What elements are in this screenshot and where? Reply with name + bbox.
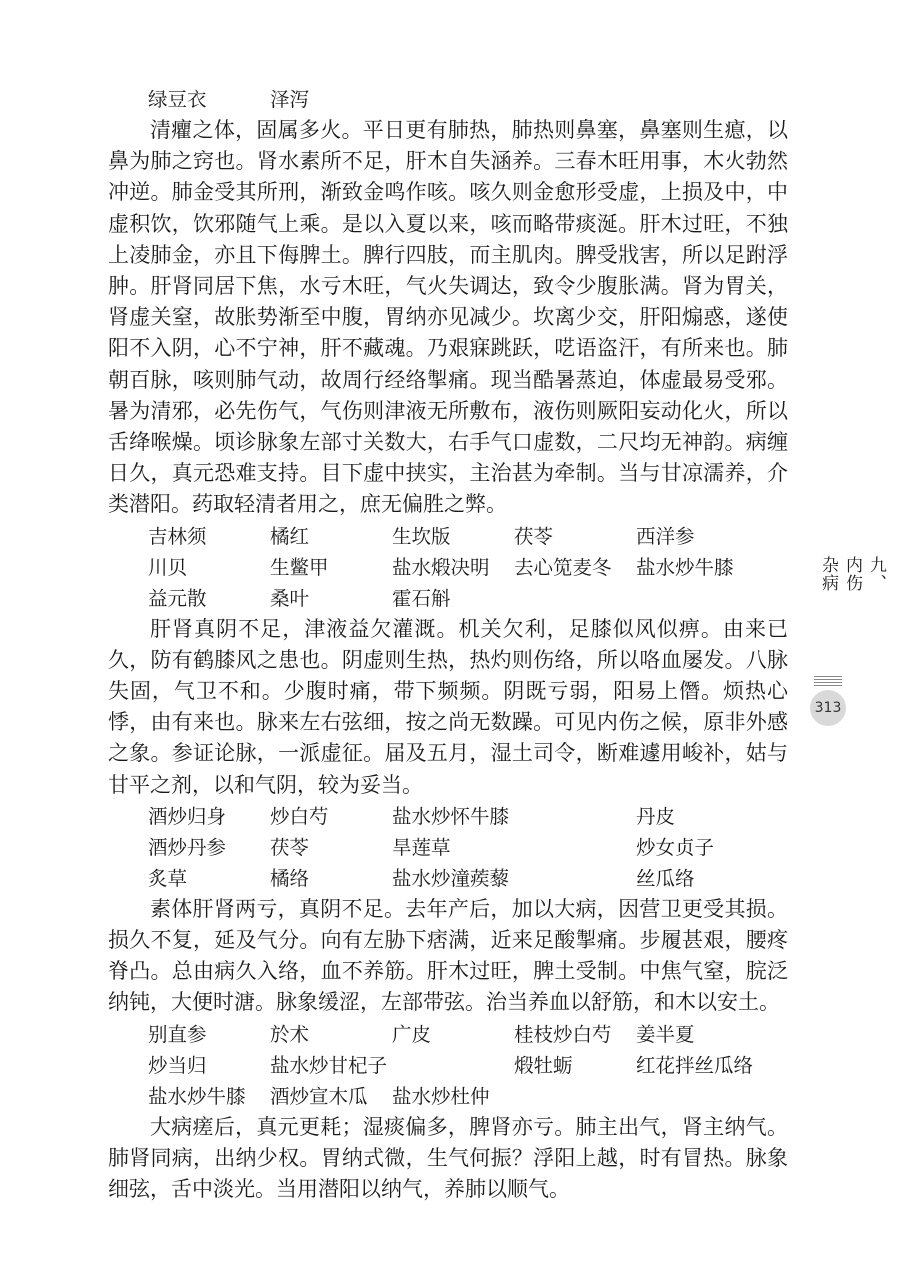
herb-item: 霍石斛 — [392, 586, 451, 610]
divider — [814, 676, 842, 688]
herb-item: 姜半夏 — [636, 1022, 695, 1046]
herb-item: 红花拌丝瓜络 — [636, 1053, 754, 1077]
herb-item: 橘红 — [270, 524, 310, 548]
herb-item: 酒炒归身 — [148, 804, 227, 828]
herb-item: 桑叶 — [270, 586, 310, 610]
herb-item: 别直参 — [148, 1022, 207, 1046]
herb-item: 盐水炒怀牛膝 — [392, 804, 510, 828]
herb-item: 广皮 — [392, 1022, 432, 1046]
herb-row — [108, 84, 788, 115]
herb-item: 川贝 — [148, 555, 188, 579]
herb-item: 煅牡蛎 — [514, 1053, 573, 1077]
herb-item: 酒炒宣木瓜 — [270, 1084, 368, 1108]
page-content — [108, 84, 788, 1205]
herb-item: 茯苓 — [514, 524, 554, 548]
herb-item: 炒白芍 — [270, 804, 329, 828]
herb-item: 盐水炒潼蒺藜 — [392, 866, 510, 890]
herb-item: 於术 — [270, 1022, 310, 1046]
herb-row — [108, 583, 788, 614]
herb-item: 益元散 — [148, 586, 207, 610]
case-paragraph: 大病瘥后，真元更耗；湿痰偏多，脾肾亦亏。肺主出气，肾主纳气。肺肾同病，出纳少权。胃纳式微，生气何振？浮阳上越，时有冒热。脉象细弦，舌中淡光。当用潜阳以纳气，养肺以顺气。 — [108, 1114, 788, 1202]
page-number-badge: 313 — [810, 690, 846, 726]
herb-item: 橘络 — [270, 866, 310, 890]
herb-row — [108, 552, 788, 583]
herb-item: 西洋参 — [636, 524, 695, 548]
case-paragraph: 清癯之体，固属多火。平日更有肺热，肺热则鼻塞，鼻塞则生瘜，以鼻为肺之窍也。肾水素所不足，肝木自失涵养。三春木旺用事，木火勃然冲逆。肺金受其所刑，渐致金鸣作咳。咳久则金愈形受虚，上损及中，中虚积饮，饮邪随气上乘。是以入夏以来，咳而略带痰涎。肝木过旺，不独上凌肺金，亦且下侮脾土。脾行四肢，而主肌肉。脾受戕害，所以足跗浮肿。肝肾同居下焦，水亏木旺，气火失调达，致令少腹胀满。肾为胃关，肾虚关窒，故胀势渐至中腹，胃纳亦见减少。坎离少交，肝阳煽惑，遂使阳不入阴，心不宁神，肝不藏魂。乃艰寐跳跃，呓语盗汗，有所来也。肺朝百脉，咳则肺气动，故周行经络掣痛。现当酷暑蒸迫，体虚最易受邪。暑为清邪，必先伤气，气伤则津液无所敷布，液伤则厥阳妄动化火，所以舌绛喉燥。顷诊脉象左部寸关数大，右手气口虚数，二尺均无神韵。病缠日久，真元恐难支持。目下虚中挟实，主治甚为牵制。当与甘凉濡养，介类潜阳。药取轻清者用之，庶无偏胜之弊。 — [108, 118, 788, 517]
case-paragraph: 素体肝肾两亏，真阴不足。去年产后，加以大病，因营卫更受其损。损久不复，延及气分。向有左胁下痞满，近来足酸掣痛。步履甚艰，腰疼脊凸。总由病久入络，血不养筋。肝木过旺，脾土受制。中焦气窒，脘泛纳钝，大便时溏。脉象缓涩，左部带弦。治当养血以舒筋，和木以安土。 — [108, 896, 788, 1015]
herb-item: 泽泻 — [270, 88, 310, 111]
herb-item: 盐水煅决明 — [392, 555, 490, 579]
section-title: 九、内伤杂病 — [818, 556, 886, 592]
herb-row — [108, 801, 788, 832]
herb-item: 绿豆衣 — [148, 88, 207, 111]
herb-row — [108, 863, 788, 894]
case-paragraph: 肝肾真阴不足，津液益欠灌溉。机关欠利，足膝似风似痹。由来已久，防有鹤膝风之患也。阴虚则生热，热灼则伤络，所以咯血屡发。八脉失固，气卫不和。少腹时痛，带下频频。阴既亏弱，阳易上僭。烦热心悸，由有来也。脉来左右弦细，按之尚无数躁。可见内伤之候，原非外感之象。参证论脉，一派虚征。届及五月，湿土司令，断难遽用峻补，姑与甘平之剂，以和气阴，较为妥当。 — [108, 616, 788, 797]
herb-item: 炒女贞子 — [636, 835, 715, 859]
herb-item: 丹皮 — [636, 804, 676, 828]
herb-row — [108, 832, 788, 863]
herb-row — [108, 1081, 788, 1112]
herb-item: 桂枝炒白芍 — [514, 1022, 612, 1046]
herb-item: 盐水炒杜仲 — [392, 1084, 490, 1108]
herb-item: 丝瓜络 — [636, 866, 695, 890]
herb-item: 吉林须 — [148, 524, 207, 548]
herb-item: 盐水炒牛膝 — [148, 1084, 246, 1108]
herb-item: 生鳖甲 — [270, 555, 329, 579]
herb-item: 盐水炒牛膝 — [636, 555, 734, 579]
herb-item: 盐水炒甘杞子 — [270, 1053, 388, 1077]
herb-item: 去心笕麦冬 — [514, 555, 612, 579]
herb-row — [108, 1019, 788, 1050]
herb-item: 旱莲草 — [392, 835, 451, 859]
herb-item: 炒当归 — [148, 1053, 207, 1077]
herb-item: 炙草 — [148, 866, 188, 890]
herb-row — [108, 521, 788, 552]
herb-row — [108, 1050, 788, 1081]
herb-item: 酒炒丹参 — [148, 835, 227, 859]
herb-item: 生坎版 — [392, 524, 451, 548]
herb-item: 茯苓 — [270, 835, 310, 859]
